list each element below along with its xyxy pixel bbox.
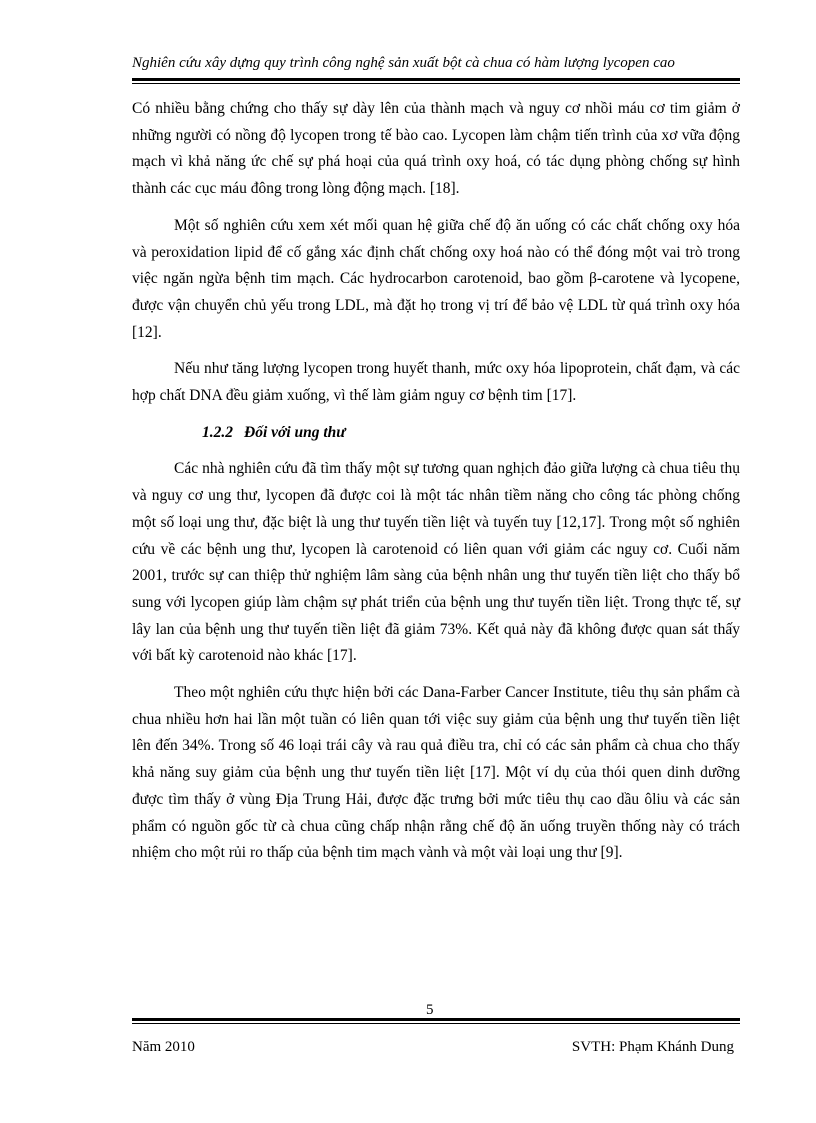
body-paragraph-2: Một số nghiên cứu xem xét mối quan hệ giữa chế độ ăn uống có các chất chống oxy hóa và peroxidation lipid để cố gắng xác định chất chống oxy hoá nào có thể đóng một vai trò trong việc ngăn ngừa bệnh tim mạch. Các hydrocarbon carotenoid, bao gồm β-carotene và lycopene, được vận chuyển chủ yếu trong LDL, mà đặt họ trong vị trí để bảo vệ LDL từ quá trình oxy hóa [12]. [132, 216, 740, 341]
body-paragraph-3: Nếu như tăng lượng lycopen trong huyết thanh, mức oxy hóa lipoprotein, chất đạm, và các hợp chất DNA đều giảm xuống, vì thế làm giảm nguy cơ bệnh tim [17]. [132, 360, 740, 405]
body-paragraph-4: Các nhà nghiên cứu đã tìm thấy một sự tương quan nghịch đảo giữa lượng cà chua tiêu thụ và nguy cơ ung thư, lycopen đã được coi là một tác nhân tiềm năng cho công tác phòng chống một số loại ung thư, đặc biệt là ung thư tuyến tiền liệt và tuyến tuy [12,17]. Trong một số nghiên cứu về các bệnh ung thư, lycopen là carotenoid có liên quan với giảm các nguy cơ. Cuối năm 2001, trước sự can thiệp thử nghiệm lâm sàng của bệnh nhân ung thư tuyến tiền liệt cho thấy bổ sung với lycopen giúp làm chậm sự phát triển của bệnh ung thư tuyến tiền liệt. Trong thực tế, sự lây lan của bệnh ung thư tuyến tiền liệt đã giảm 73%. Kết quả này đã không được quan sát thấy với bất kỳ carotenoid nào khác [17]. [132, 460, 740, 665]
section-heading [132, 420, 740, 447]
body-paragraph-1: Có nhiều bằng chứng cho thấy sự dày lên của thành mạch và nguy cơ nhồi máu cơ tim giảm ở những người có nồng độ lycopen trong tế bào cao. Lycopen làm chậm tiến trình của xơ vữa động mạch vì khả năng ức chế sự phá hoại của quá trình oxy hoá, có tác dụng phòng chống sự hình thành các cục máu đông trong lòng động mạch. [18]. [132, 100, 740, 198]
running-header-title: Nghiên cứu xây dựng quy trình công nghệ sản xuất bột cà chua có hàm lượng lycopen cao [132, 55, 675, 71]
footer-year: Năm 2010 [132, 1039, 195, 1055]
body-paragraph-5: Theo một nghiên cứu thực hiện bởi các Dana-Farber Cancer Institute, tiêu thụ sản phẩm cà chua nhiều hơn hai lần một tuần có liên quan tới việc suy giảm của bệnh ung thư tuyến tiền liệt lên đến 34%. Trong số 46 loại trái cây và rau quả điều tra, chỉ có các sản phẩm cà chua cho thấy khả năng suy giảm của bệnh ung thư tuyến tiền liệt [17]. Một ví dụ của thói quen dinh dưỡng được tìm thấy ở vùng Địa Trung Hải, được đặc trưng bởi mức tiêu thụ cao dầu ôliu và các sản phẩm có nguồn gốc từ cà chua cũng chấp nhận rằng chế độ ăn uống truyền thống này có trách nhiệm cho một rủi ro thấp của bệnh tim mạch vành và một vài loại ung thư [9]. [132, 684, 740, 862]
document-body [132, 96, 740, 877]
section-title: Đối với ung thư [244, 423, 346, 441]
header-rule-thick [132, 78, 740, 81]
header-rule-thin [132, 83, 740, 84]
footer-author: SVTH: Phạm Khánh Dung [571, 1039, 734, 1055]
footer-rule-thin [132, 1023, 740, 1024]
footer-rule-thick [132, 1018, 740, 1021]
section-number: 1.2.2 [202, 423, 233, 441]
page-number: 5 [426, 1002, 434, 1018]
